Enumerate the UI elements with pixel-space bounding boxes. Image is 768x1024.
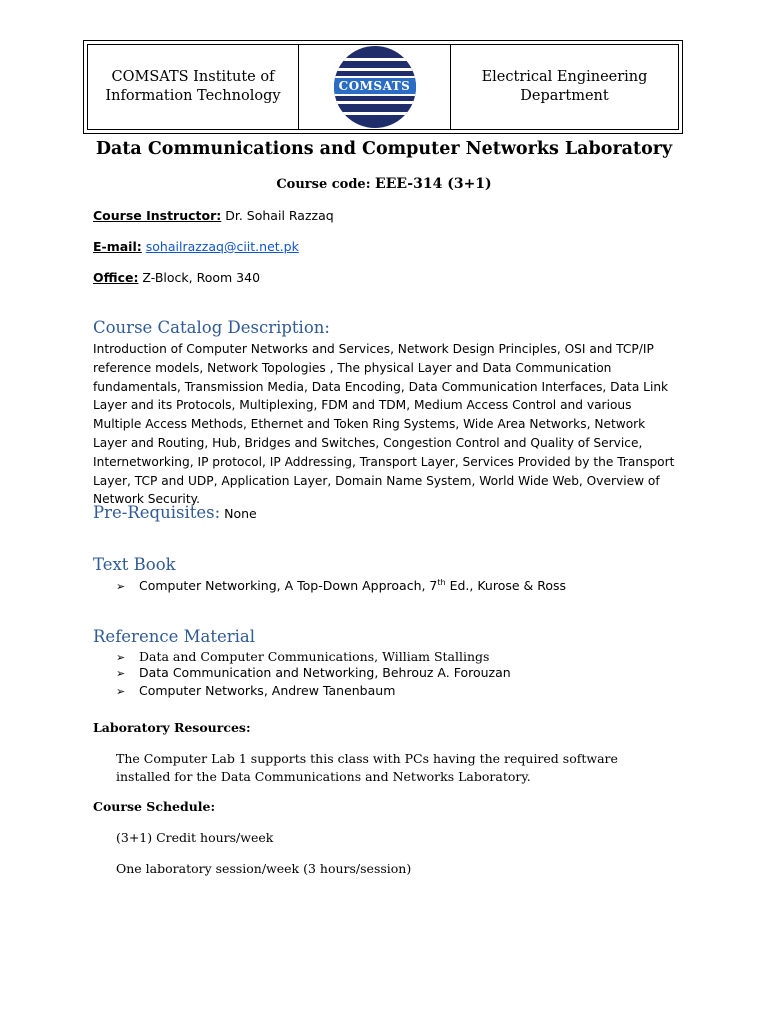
department-cell xyxy=(451,45,678,129)
catalog-description: Introduction of Computer Networks and Services, Network Design Principles, OSI and TCP/IP reference models, Network Topologies , The physical Layer and Data Communication fundamentals, Transmission Media, Data Encoding, Data Communication Interfaces, Data Link Layer and its Protocols, Multiplexing, FDM and TDM, Medium Access Control and various Multiple Access Methods, Ethernet and Token Ring Systems, Wide Area Networks, Network Layer and Routing, Hub, Bridges and Switches, Congestion Control and Quality of Service, Internetworking, IP protocol, IP Addressing, Transport Layer, Services Provided by the Transport Layer, TCP and UDP, Application Layer, Domain Name System, World Wide Web, Overview of Network Security. xyxy=(93,342,675,507)
catalog-heading: Course Catalog Description: xyxy=(93,318,330,337)
schedule-credit-hours: (3+1) Credit hours/week xyxy=(116,830,274,845)
office-value: Z-Block, Room 340 xyxy=(138,270,261,285)
textbook-item xyxy=(116,578,566,593)
email-line xyxy=(93,239,299,254)
logo-banner-text: COMSATS xyxy=(334,76,416,96)
institute-name-cell xyxy=(88,45,299,129)
bullet-arrow-icon: ➢ xyxy=(116,651,126,664)
reference-item-text: Data and Computer Communications, William Stallings xyxy=(139,649,490,664)
course-code xyxy=(0,176,768,192)
lab-resources-text: The Computer Lab 1 supports this class with PCs having the required software installed for the Data Communications and Networks Laboratory. xyxy=(116,751,618,784)
institute-name-line2: Information Technology xyxy=(105,88,281,104)
department-line1: Electrical Engineering xyxy=(481,69,648,85)
textbook-heading: Text Book xyxy=(93,555,176,574)
bullet-arrow-icon: ➢ xyxy=(116,667,126,680)
course-code-label: Course code: xyxy=(276,177,371,192)
reference-item xyxy=(116,665,511,680)
email-link[interactable]: sohailrazzaq@ciit.net.pk xyxy=(145,239,299,254)
schedule-lab-sessions: One laboratory session/week (3 hours/session) xyxy=(116,861,412,876)
institute-name-line1: COMSATS Institute of xyxy=(111,69,275,85)
course-code-value: EEE-314 (3+1) xyxy=(375,176,492,192)
instructor-line xyxy=(93,208,334,223)
instructor-value: Dr. Sohail Razzaq xyxy=(221,208,334,223)
schedule-heading: Course Schedule: xyxy=(93,799,216,814)
document-title: Data Communications and Computer Networks Laboratory xyxy=(95,139,673,159)
textbook-item-edition: Ed., Kurose & Ross xyxy=(445,578,567,594)
bullet-arrow-icon: ➢ xyxy=(116,685,126,698)
office-line xyxy=(93,270,260,285)
reference-item xyxy=(116,683,395,698)
prereq-value: None xyxy=(220,506,257,521)
reference-item-text: Data Communication and Networking, Behrouz A. Forouzan xyxy=(139,665,511,680)
lab-resources-heading: Laboratory Resources: xyxy=(93,720,251,735)
comsats-logo xyxy=(334,46,416,128)
prereq-line xyxy=(93,503,257,522)
department-line2: Department xyxy=(520,88,609,104)
textbook-item-sup: th xyxy=(437,578,446,587)
instructor-label: Course Instructor: xyxy=(93,208,222,223)
header-table-inner xyxy=(87,44,679,130)
prereq-heading: Pre-Requisites: xyxy=(93,503,221,522)
office-label: Office: xyxy=(93,270,139,285)
header-table xyxy=(83,40,683,134)
reference-heading: Reference Material xyxy=(93,627,255,646)
reference-item-text: Computer Networks, Andrew Tanenbaum xyxy=(139,683,396,698)
textbook-item-text: Computer Networking, A Top-Down Approach, 7 xyxy=(139,578,438,594)
reference-item xyxy=(116,649,489,664)
logo-cell xyxy=(299,45,451,129)
email-label: E-mail: xyxy=(93,239,142,254)
bullet-arrow-icon: ➢ xyxy=(116,580,126,594)
